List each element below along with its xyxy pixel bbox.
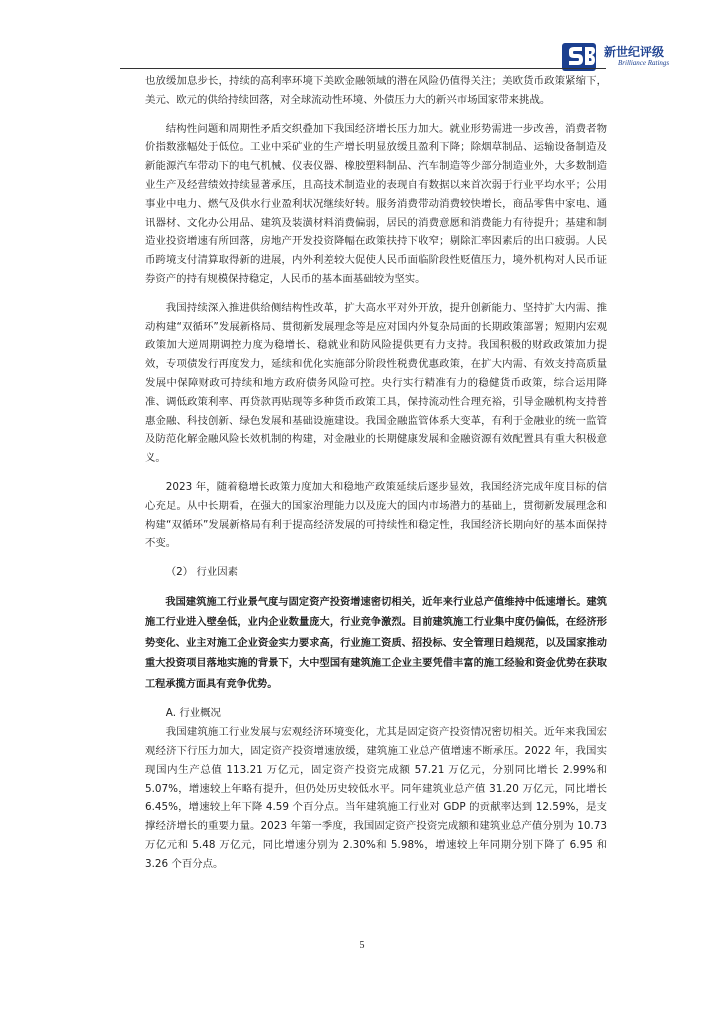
- subsection-heading-overview: A. 行业概况: [165, 707, 221, 720]
- report-body: [145, 72, 607, 874]
- header-divider: [120, 68, 606, 69]
- paragraph-outlook: 2023 年，随着稳增长政策力度加大和稳地产政策延续后逐步显效，我国经济完成年度目标的信心充足。从中长期看，在强大的国家治理能力以及庞大的国内市场潜力的基础上，贯彻新发展理念和构建“双循环”发展新格局有利于提高经济发展的可持续性和稳定性，我国经济长期向好的基本面保持不变。: [145, 480, 607, 550]
- paragraph-policy: 我国持续深入推进供给侧结构性改革，扩大高水平对外开放，提升创新能力、坚持扩大内需、推动构建“双循环”发展新格局、贯彻新发展理念等是应对国内外复杂局面的长期政策部署；短期内宏观政策加大逆周期调控力度为稳增长、稳就业和防风险提供更有力支持。我国积极的财政政策加力提效，专项债发行再度发力，延续和优化实施部分阶段性税费优惠政策，在扩大内需、有效支持高质量发展中保障财政可持续和地方政府债务风险可控。央行实行精准有力的稳健货币政策，综合运用降准、调低政策利率、再贷款再贴现等多种货币政策工具，保持流动性合理充裕，引导金融机构支持普惠金融、科技创新、绿色发展和基础设施建设。我国金融监管体系大变革，有利于金融业的统一监管及防范化解金融风险长效机制的构建，对金融业的长期健康发展和金融资源有效配置具有重大积极意义。: [145, 301, 607, 465]
- paragraph-economic-pressure: 结构性问题和周期性矛盾交织叠加下我国经济增长压力加大。就业形势需进一步改善，消费者物价指数涨幅处于低位。工业中采矿业的生产增长明显放缓且盈利下降；除烟草制品、运输设备制造及新能源汽车带动下的电气机械、仪表仪器、橡胶塑料制品、汽车制造等少部分制造业外，大多数制造业生产及经营绩效持续显著承压，且高技术制造业的表现自有数据以来首次弱于行业平均水平；公用事业中电力、燃气及供水行业盈利状况继续好转。服务消费带动消费较快增长，商品零售中家电、通讯器材、文化办公用品、建筑及装潢材料消费偏弱，居民的消费意愿和消费能力有待提升；基建和制造业投资增速有所回落，房地产开发投资降幅在政策扶持下收窄；剔除汇率因素后的出口疲弱。人民币跨境支付清算取得新的进展，内外利差较大促使人民币面临阶段性贬值压力，境外机构对人民币证券资产的持有规模保持稳定，人民币的基本面基础较为坚实。: [145, 122, 607, 285]
- paragraph-industry-overview: 我国建筑施工行业发展与宏观经济环境变化，尤其是固定资产投资情况密切相关。近年来我国宏观经济下行压力加大，固定资产投资增速放缓，建筑施工业总产值增速不断承压。2022 年，我国实现国内生产总值 113.21 万亿元，固定资产投资完成额 57.21 万亿元，分别同比增长 2.99%和 5.07%，增速较上年略有提升，但仍处历史较低水平。同年建筑业总产值 31.20 万亿元，同比增长 6.45%，增速较上年下降 4.59 个百分点。当年建筑施工行业对 GDP 的贡献率达到 12.59%，是支撑经济增长的重要力量。2023 年第一季度，我国固定资产投资完成额和建筑业总产值分别为 10.73 万亿元和 5.48 万亿元，同比增速分别为 2.30%和 5.98%，增速较上年同期分别下降了 6.95 和 3.26 个百分点。: [145, 726, 607, 870]
- paragraph-industry-summary: 我国建筑施工行业景气度与固定资产投资增速密切相关，近年来行业总产值维持中低速增长。建筑施工行业进入壁垒低，业内企业数量庞大，行业竞争激烈。目前建筑施工行业集中度仍偏低，在经济形势变化、业主对施工企业资金实力要求高，行业施工资质、招投标、安全管理日趋规范，以及国家推动重大投资项目落地实施的背景下，大中型国有建筑施工企业主要凭借丰富的施工经验和资金优势在获取工程承揽方面具有竞争优势。: [145, 595, 607, 690]
- page-number: 5: [359, 940, 365, 951]
- section-heading-industry: （2） 行业因素: [165, 566, 239, 579]
- logo-chinese-name: 新世纪评级: [604, 45, 665, 59]
- paragraph-continued: 也放缓加息步长，持续的高利率环境下美欧金融领域的潜在风险仍值得关注；美欧货币政策紧缩下，美元、欧元的供给持续回落，对全球流动性环境、外债压力大的新兴市场国家带来挑战。: [145, 75, 607, 106]
- logo-english-name: Brilliance Ratings: [618, 59, 670, 67]
